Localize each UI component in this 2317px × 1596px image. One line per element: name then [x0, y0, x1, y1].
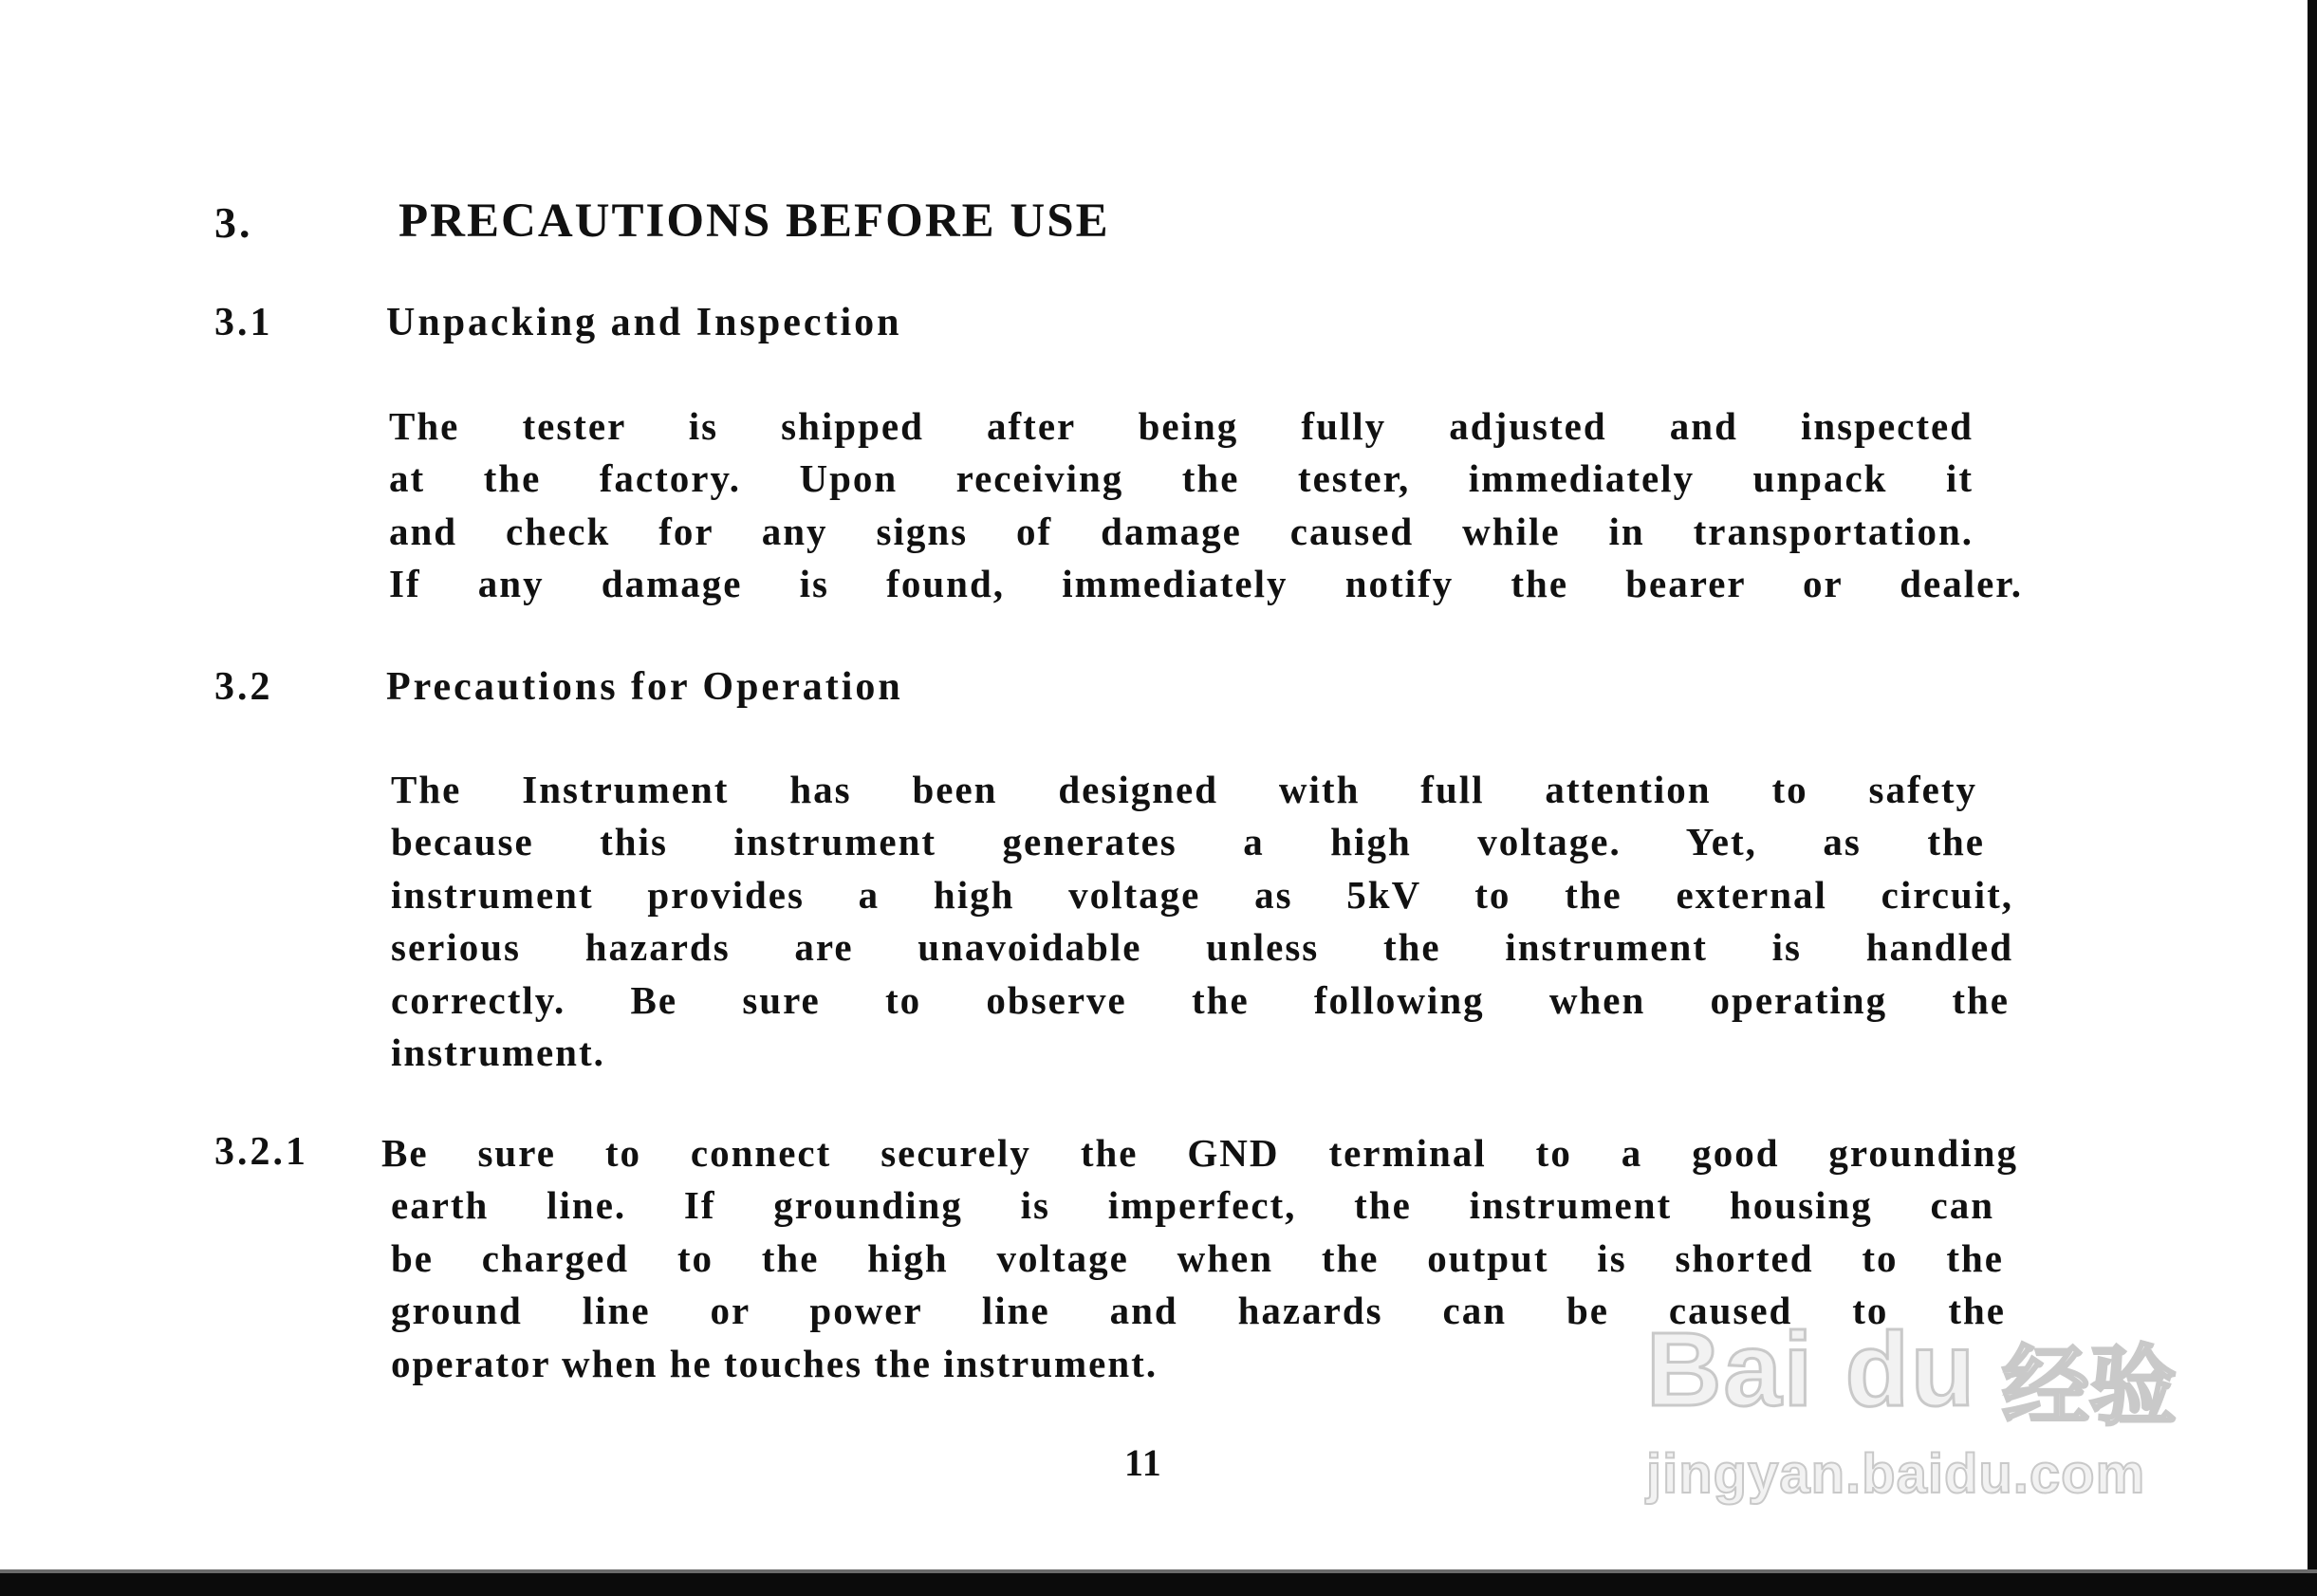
section-number: 3.2.1: [214, 1130, 308, 1174]
paragraph-line: ground line or power line and hazards can be caused to the: [391, 1289, 2006, 1333]
chapter-number: 3.: [214, 198, 253, 247]
scan-edge-right: [2308, 0, 2317, 1596]
paragraph-line: instrument provides a high voltage as 5kV to the external circuit,: [391, 872, 2013, 917]
section-number: 3.1: [214, 301, 273, 344]
paragraph-line: be charged to the high voltage when the output is shorted to the: [391, 1235, 2004, 1280]
section-heading: Unpacking and Inspection: [386, 301, 902, 344]
paragraph-line: instrument.: [391, 1030, 605, 1075]
scan-edge-bottom: [0, 1573, 2317, 1596]
watermark-url: jingyan.baidu.com: [1646, 1443, 2146, 1505]
paragraph-line: The Instrument has been designed with full attention to safety: [391, 768, 1977, 811]
paragraph-line: Be sure to connect securely the GND terminal to a good grounding: [381, 1131, 2018, 1175]
paragraph-line: correctly. Be sure to observe the following when operating the: [391, 977, 2010, 1022]
section-paragraph: [389, 400, 2023, 611]
page-number: 11: [1124, 1441, 1162, 1484]
paragraph-line: and check for any signs of damage caused while in transportation.: [389, 509, 1974, 553]
watermark-chinese: 经验: [2002, 1336, 2178, 1438]
section-number: 3.2: [214, 665, 273, 709]
paragraph-line: The tester is shipped after being fully adjusted and inspected: [389, 404, 1974, 448]
paragraph-line: serious hazards are unavoidable unless the instrument is handled: [391, 925, 2013, 970]
section-heading: Precautions for Operation: [386, 665, 903, 709]
paragraph-line: at the factory. Upon receiving the tester, immediately unpack it: [389, 456, 1974, 501]
paragraph-line: operator when he touches the instrument.: [391, 1341, 1158, 1385]
paragraph-line: If any damage is found, immediately notify the bearer or dealer.: [389, 562, 2023, 606]
baidu-watermark: [1646, 1309, 2178, 1509]
section-paragraph: [391, 764, 2013, 1079]
paragraph-line: because this instrument generates a high voltage. Yet, as the: [391, 820, 1985, 864]
chapter-title: PRECAUTIONS BEFORE USE: [399, 195, 1110, 248]
paragraph-line: earth line. If grounding is imperfect, the instrument housing can: [391, 1183, 1994, 1228]
watermark-brand: Bai du: [1646, 1311, 1977, 1428]
